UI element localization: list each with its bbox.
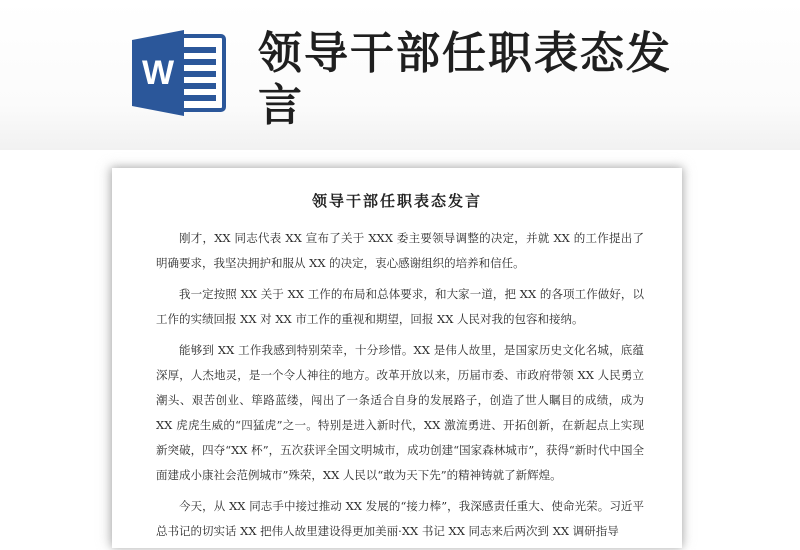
document-paragraph: 刚才，XX 同志代表 XX 宣布了关于 XXX 委主要领导调整的决定，并就 XX 的工作提出了明确要求，我坚决拥护和服从 XX 的决定，衷心感谢组织的培养和信任。 bbox=[156, 231, 644, 270]
document-body bbox=[156, 226, 644, 550]
document-page bbox=[112, 168, 682, 548]
word-icon bbox=[132, 30, 230, 116]
document-paragraph: 我一定按照 XX 关于 XX 工作的布局和总体要求，和大家一道，把 XX 的各项工作做好，以工作的实绩回报 XX 对 XX 市工作的重视和期望，回报 XX 人民对我的包容和接纳。 bbox=[156, 287, 644, 326]
word-icon-letter: W bbox=[141, 54, 175, 92]
document-paragraph: 能够到 XX 工作我感到特别荣幸，十分珍惜。XX 是伟人故里，是国家历史文化名城，底蕴深厚，人杰地灵，是一个令人神往的地方。改革开放以来，历届市委、市政府带领 XX 人民勇立潮头、艰苦创业、筚路蓝缕，闯出了一条适合自身的发展路子，创造了世人瞩目的成绩，成为 XX 虎虎生威的“四猛虎”之一。特别是进入新时代，XX 激流勇进、开拓创新，在新起点上实现新突破，四夺“XX 杯”，五次获评全国文明城市，成功创建“国家森林城市”，获得“新时代中国全面建成小康社会范例城市”殊荣，XX 人民以“敢为天下先”的精神铸就了新辉煌。 bbox=[156, 343, 644, 482]
document-title: 领导干部任职表态发言 bbox=[311, 192, 482, 210]
document-paragraph: 今天，从 XX 同志手中接过推动 XX 发展的“接力棒”，我深感责任重大、使命光荣。习近平总书记的切实话 XX 把伟人故里建设得更加美丽·XX 书记 XX 同志来后两次到 XX 调研指导 bbox=[156, 499, 644, 538]
banner-title: 领导干部任职表态发言 bbox=[258, 28, 672, 131]
